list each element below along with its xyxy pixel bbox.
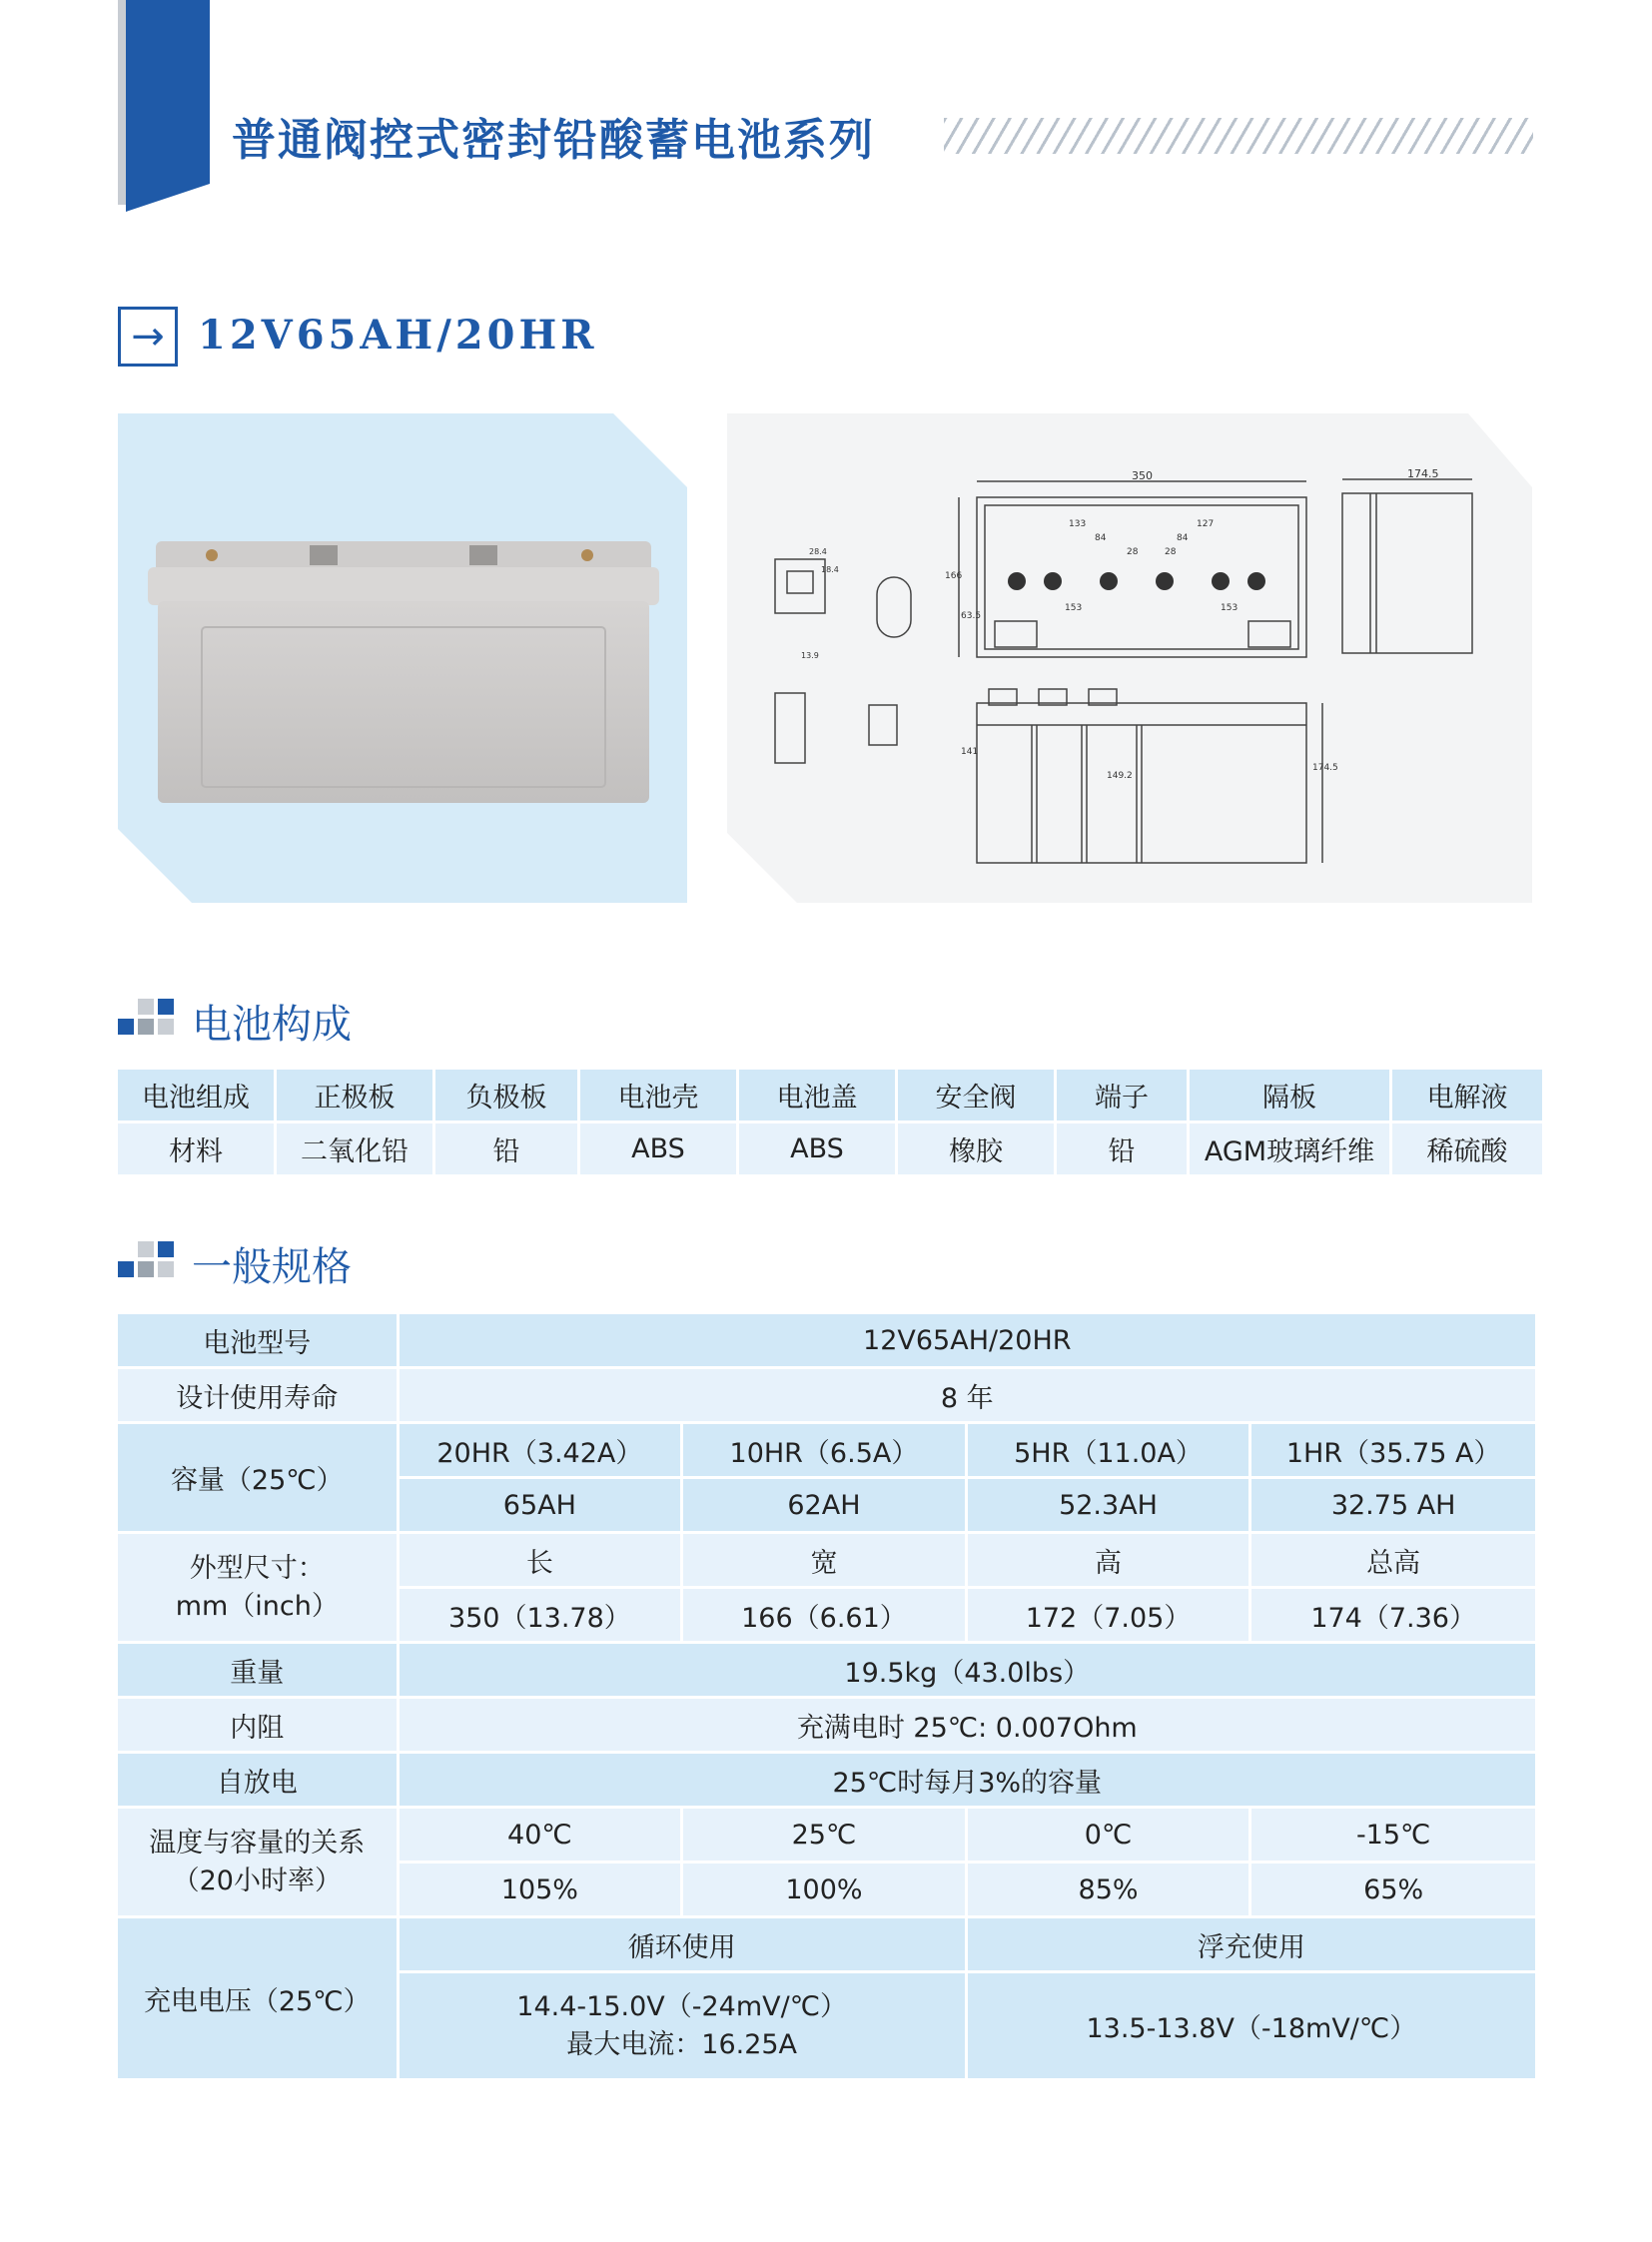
- dimension-value-cell: 350（13.78）: [400, 1589, 681, 1641]
- drawing-dimension-28-4: 28.4: [809, 547, 827, 556]
- capacity-value-cell: 52.3AH: [968, 1479, 1249, 1531]
- drawing-dimension-141: 141: [961, 747, 979, 757]
- header-accent-bar: [118, 0, 210, 212]
- dimension-header-cell: 宽: [683, 1534, 965, 1586]
- drawing-dimension-63-5: 63.5: [961, 611, 982, 621]
- temperature-capacity-cell: 100%: [683, 1864, 965, 1915]
- drawing-dimension-153-right: 153: [1221, 603, 1239, 613]
- composition-header-cell: 端子: [1057, 1070, 1187, 1121]
- charge-cycle-value: [400, 1973, 965, 2078]
- spec-label-charge-voltage: 充电电压（25℃）: [118, 1918, 397, 2078]
- temperature-label-line2: （20小时率）: [172, 1865, 342, 1896]
- composition-header-cell: 电池盖: [739, 1070, 895, 1121]
- composition-section-title: 电池构成: [192, 1002, 352, 1048]
- dimensions-label-line2: mm（inch）: [175, 1590, 339, 1622]
- composition-value-cell: 铅: [1057, 1123, 1187, 1174]
- spec-value-resistance: 充满电时 25℃: 0.007Ohm: [400, 1699, 1535, 1751]
- technical-drawing: [727, 413, 1532, 903]
- drawing-dimension-28-right: 28: [1165, 547, 1177, 557]
- spec-value-life: 8 年: [400, 1369, 1535, 1421]
- capacity-rate-cell: 5HR（11.0A）: [968, 1424, 1249, 1476]
- composition-value-cell: ABS: [580, 1123, 736, 1174]
- drawing-dimension-28-left: 28: [1127, 547, 1139, 557]
- drawing-dimension-84-left: 84: [1095, 533, 1107, 543]
- capacity-rate-cell: 1HR（35.75 A）: [1251, 1424, 1535, 1476]
- capacity-rate-cell: 10HR（6.5A）: [683, 1424, 965, 1476]
- composition-value-cell: 稀硫酸: [1392, 1123, 1542, 1174]
- drawing-dimension-18-4: 18.4: [821, 565, 839, 574]
- drawing-dimension-153-left: 153: [1065, 603, 1083, 613]
- temperature-capacity-cell: 65%: [1251, 1864, 1535, 1915]
- drawing-dimension-84-right: 84: [1177, 533, 1189, 543]
- spec-label-self-discharge: 自放电: [118, 1754, 397, 1806]
- temperature-cell: 25℃: [683, 1809, 965, 1861]
- temperature-cell: -15℃: [1251, 1809, 1535, 1861]
- composition-header-cell: 隔板: [1190, 1070, 1389, 1121]
- spec-value-self-discharge: 25℃时每月3%的容量: [400, 1754, 1535, 1806]
- arrow-right-icon: →: [118, 307, 178, 367]
- spec-label-resistance: 内阻: [118, 1699, 397, 1751]
- composition-header-cell: 负极板: [435, 1070, 577, 1121]
- drawing-dimension-side-width: 174.5: [1407, 467, 1439, 480]
- dimension-value-cell: 172（7.05）: [968, 1589, 1249, 1641]
- drawing-dimension-149-2: 149.2: [1107, 771, 1133, 781]
- composition-header-cell: 正极板: [277, 1070, 432, 1121]
- spec-value-weight: 19.5kg（43.0lbs）: [400, 1644, 1535, 1696]
- composition-header-cell: 安全阀: [898, 1070, 1054, 1121]
- header-stripe-decoration: [944, 118, 1533, 154]
- spec-label-temperature: [118, 1809, 397, 1915]
- spec-label-model: 电池型号: [118, 1314, 397, 1366]
- spec-label-weight: 重量: [118, 1644, 397, 1696]
- spec-value-model: 12V65AH/20HR: [400, 1314, 1535, 1366]
- battery-photo: [118, 413, 687, 903]
- dimension-header-cell: 总高: [1251, 1534, 1535, 1586]
- composition-value-cell: ABS: [739, 1123, 895, 1174]
- dimension-value-cell: 174（7.36）: [1251, 1589, 1535, 1641]
- spec-label-life: 设计使用寿命: [118, 1369, 397, 1421]
- composition-header-cell: 电池壳: [580, 1070, 736, 1121]
- specs-section-title: 一般规格: [192, 1244, 352, 1290]
- dimension-value-cell: 166（6.61）: [683, 1589, 965, 1641]
- drawing-dimension-total-height: 174.5: [1312, 763, 1338, 773]
- dimension-header-cell: 长: [400, 1534, 681, 1586]
- dimensions-label-line1: 外型尺寸：: [189, 1552, 325, 1584]
- charge-float-value: 13.5-13.8V（-18mV/℃）: [968, 1973, 1535, 2078]
- charge-cycle-max-current: 最大电流：16.25A: [566, 2028, 798, 2060]
- specs-table: [115, 1311, 1538, 2081]
- drawing-dimension-13-9: 13.9: [801, 651, 819, 660]
- capacity-value-cell: 62AH: [683, 1479, 965, 1531]
- drawing-dimension-133: 133: [1069, 519, 1087, 529]
- spec-label-capacity: 容量（25℃）: [118, 1424, 397, 1531]
- dimension-header-cell: 高: [968, 1534, 1249, 1586]
- temperature-cell: 40℃: [400, 1809, 681, 1861]
- temperature-capacity-cell: 85%: [968, 1864, 1249, 1915]
- temperature-label-line1: 温度与容量的关系: [149, 1827, 366, 1859]
- capacity-value-cell: 32.75 AH: [1251, 1479, 1535, 1531]
- drawing-dimension-166: 166: [945, 571, 963, 581]
- spec-label-dimensions: [118, 1534, 397, 1641]
- capacity-value-cell: 65AH: [400, 1479, 681, 1531]
- composition-value-cell: 二氧化铅: [277, 1123, 432, 1174]
- composition-header-cell: 电池组成: [118, 1070, 274, 1121]
- charge-cycle-header: 循环使用: [400, 1918, 965, 1970]
- section-squares-icon: [118, 1241, 174, 1279]
- capacity-rate-cell: 20HR（3.42A）: [400, 1424, 681, 1476]
- composition-header-cell: 电解液: [1392, 1070, 1542, 1121]
- composition-table: [115, 1067, 1545, 1177]
- composition-value-cell: AGM玻璃纤维: [1190, 1123, 1389, 1174]
- temperature-capacity-cell: 105%: [400, 1864, 681, 1915]
- temperature-cell: 0℃: [968, 1809, 1249, 1861]
- composition-value-cell: 铅: [435, 1123, 577, 1174]
- composition-value-cell: 橡胶: [898, 1123, 1054, 1174]
- drawing-dimension-127: 127: [1197, 519, 1215, 529]
- charge-cycle-voltage: 14.4-15.0V（-24mV/℃）: [516, 1990, 848, 2022]
- model-title: 12V65AH/20HR: [198, 312, 598, 359]
- drawing-dimension-350: 350: [1132, 469, 1153, 482]
- charge-float-header: 浮充使用: [968, 1918, 1535, 1970]
- composition-value-cell: 材料: [118, 1123, 274, 1174]
- section-squares-icon: [118, 999, 174, 1037]
- series-title: 普通阀控式密封铅酸蓄电池系列: [232, 115, 875, 166]
